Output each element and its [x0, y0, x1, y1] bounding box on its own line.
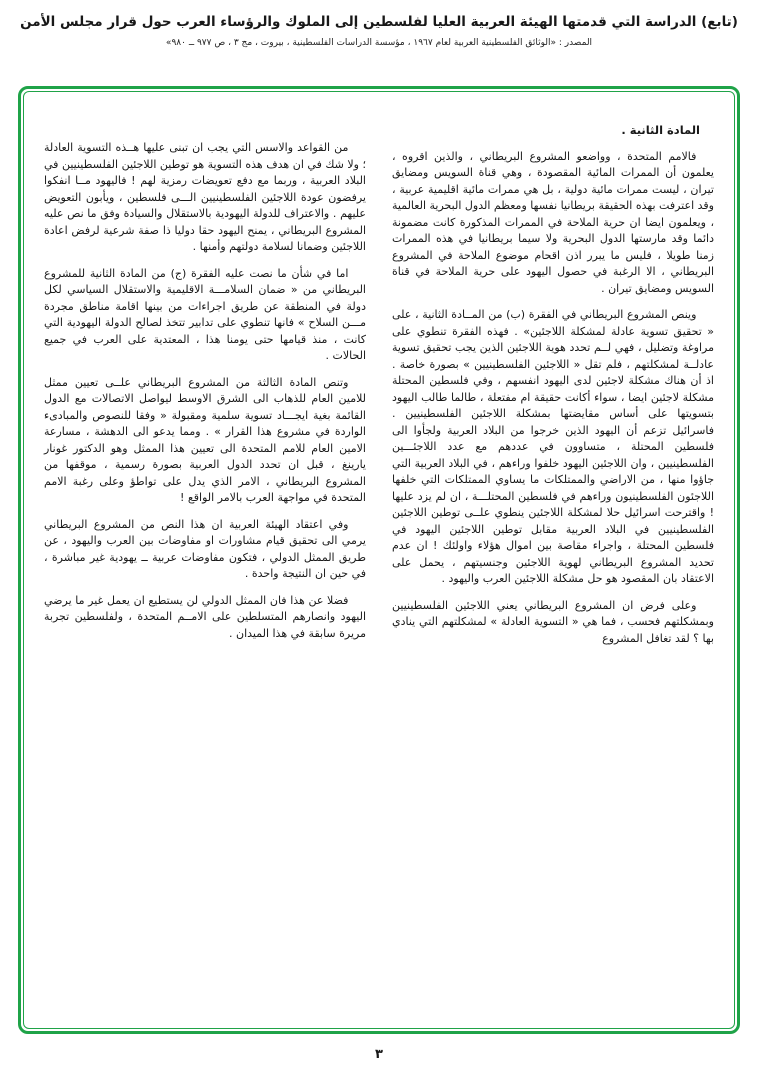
- green-double-frame: [18, 86, 740, 1034]
- paragraph: وينص المشروع البريطاني في الفقرة (ب) من المــادة الثانية ، على « تحقيق تسوية عادلة لمشكلة اللاجئين» . فهذه الفقرة تنطوي على مراوغة وتضليل ، فهي لــم تحدد هوية اللاجئين الذين يجب تحقيق تسوية عادلــة لمشكلتهم ، فلم تقل « اللاجئين الفلسطينيين » بصورة خاصة . اذ أن هناك مشكلة لاجئين لدى اليهود انفسهم ، وفي فلسطين المحتلة مشكلة لاجئين ايضا ، سواء أكانت حقيقة ام مفتعلة ، طالما طالب اليهود بتسويتها على أساس مقايضتها بمشكلة اللاجئين الفلسطينيين . فاسرائيل تزعم أن اليهود الذين خرجوا من البلاد العربية ولجأوا الى فلسطين المحتلة ، متساوون في عددهم مع عدد اللاجئـــين الفلسطينيين ، وان اللاجئين اليهود خلفوا وراءهم ، في البلاد العربية التي جاؤوا منها ، من الاراضي والممتلكات ما يساوي الممتلكات التي خلفها اللاجئون الفلسطينيون وراءهم في فلسطين المحتلـــة ، ان لم يزد عليها ! واقترحت اسرائيل حلا لمشكلة اللاجئين ينطوي علــى توطين اللاجئين الفلسطينيين في البلاد العربية مقابل توطين اللاجئين اليهود في فلسطين المحتلة ، واجراء مقاصة بين اموال هؤلاء واولئك ! ان عدم تحديد المشروع البريطاني لهوية اللاجئين وجنسيتهم ، يحمل على الاعتقاد بان المقصود هو حل مشكلة اللاجئين العرب واليهود .: [392, 308, 714, 585]
- paragraph: من القواعد والاسس التي يجب ان تبنى عليها هــذه التسوية العادلة ؛ ولا شك في ان هدف هذه التسوية هو توطين اللاجئين الفلسطينيين في البلاد العربية ، وربما مع دفع تعويضات رمزية لهم ! فاليهود مــا انفكوا يرفضون عودة اللاجئين الفلسطينيين الـــى فلسطين ، ويأبون التعويض عليهم . والاعتراف للدولة اليهودية بالاستقلال والسيادة وفق ما نص عليه المشروع البريطاني ، يمنح اليهود حقا دوليا ذا صفة شرعية لرفض اعادة اللاجئين وضمانا لسلامة دولتهم وأمنها .: [44, 141, 366, 253]
- page-number: ٣: [375, 1047, 383, 1062]
- source-line: المصدر : «الوثائق الفلسطينية العربية لعام ١٩٦٧ ، مؤسسة الدراسات الفلسطينية ، بيروت ، مج ٣ ، ص ٩٧٧ ــ ٩٨٠»: [165, 38, 593, 49]
- text-column-right: [392, 122, 714, 1004]
- paragraph: فضلا عن هذا فان الممثل الدولي لن يستطيع ان يعمل غير ما يرضي اليهود وانصارهم المتسلطين على الامــم المتحدة ، ولفلسطين تجربة مريرة سابقة في هذا الميدان .: [44, 593, 366, 640]
- paragraph: وفي اعتقاد الهيئة العربية ان هذا النص من المشروع البريطاني يرمي الى تحقيق قيام مشاورات او مفاوضات بين العرب واليهود ، عن طريق الممثل الدولي ، فتكون مفاوضات عربية ــ يهودية غير مباشرة ، في حين ان النتيجة واحدة .: [44, 517, 366, 580]
- text-column-left: [44, 122, 366, 1004]
- page-header: [0, 0, 758, 48]
- paragraph: وعلى فرض ان المشروع البريطاني يعني اللاجئين الفلسطينيين وبمشكلتهم فحسب ، فما هي « التسوية العادلة » لمشكلتهم التي ينادي بها ؟ لقد تغافل المشروع: [392, 598, 714, 645]
- paragraph: اما في شأن ما نصت عليه الفقرة (ج) من المادة الثانية للمشروع البريطاني من « ضمان السلامـــة الاقليمية والاستقلال السياسي لكل دولة في المنطقة عن طريق اجراءات من بينها اقامة مناطق مجردة مـــن السلاح » فانها تنطوي على تدابير تتخذ لصالح الدولة اليهودية التي كانت ، منذ قيامها حتى يومنا هذا ، المعتدية على العرب في جميع الحالات .: [44, 266, 366, 362]
- document-title: (تابع) الدراسة التي قدمتها الهيئة العربية العليا لفلسطين إلى الملوك والرؤساء العرب حول قرار مجلس الأمن: [20, 14, 738, 30]
- paragraph: فالامم المتحدة ، وواضعو المشروع البريطاني ، والذين اقروه ، يعلمون أن الممرات المائية المقصودة ، وهي قناة السويس ومضايق تيران ، ليست ممرات مائية دولية ، بل هي ممرات مائية اقليمية عربية ، وقد اعترفت بهذه الحقيقة بريطانيا نفسها ومعظم الدول البحرية العالمية ، ويعلمون ايضا ان حرية الملاحة في الممرات المذكورة كانت مضمونة دائما وقد مارستها الدول البحرية ولا سيما بريطانيا في هذه الممرات زمنا طويلا ، فليس ما يبرر اذن اقحام موضوع الملاحة في المشروع البريطاني ، الا الرغبة في حصول اليهود على حرية الملاحة في قناة السويس ومضايق تيران .: [392, 149, 714, 295]
- section-heading: المادة الثانية .: [621, 123, 700, 137]
- green-inner-frame: [23, 91, 735, 1029]
- paragraph: وتنص المادة الثالثة من المشروع البريطاني علــى تعيين ممثل للامين العام للذهاب الى الشرق الاوسط ليواصل الاتصالات مع الدول القائمة بغية ايجـــاد تسوية سلمية ومقبولة « وفقا للنصوص والمبادىء الواردة في مشروع هذا القرار » . ومما يدعو الى الدهشة ، مسارعة الامين العام للامم المتحدة الى تعيين هذا الممثل وهو الدكتور غونار يارينغ ، قبل ان تحدد الدول العربية بصورة رسمية ، موقفها من المشروع البريطاني ، الامر الذي يدل على تواطؤ وعلى رغبة الامم المتحدة في مواجهة العرب بالامر الواقع !: [44, 375, 366, 504]
- two-column-text-layout: [44, 122, 714, 1004]
